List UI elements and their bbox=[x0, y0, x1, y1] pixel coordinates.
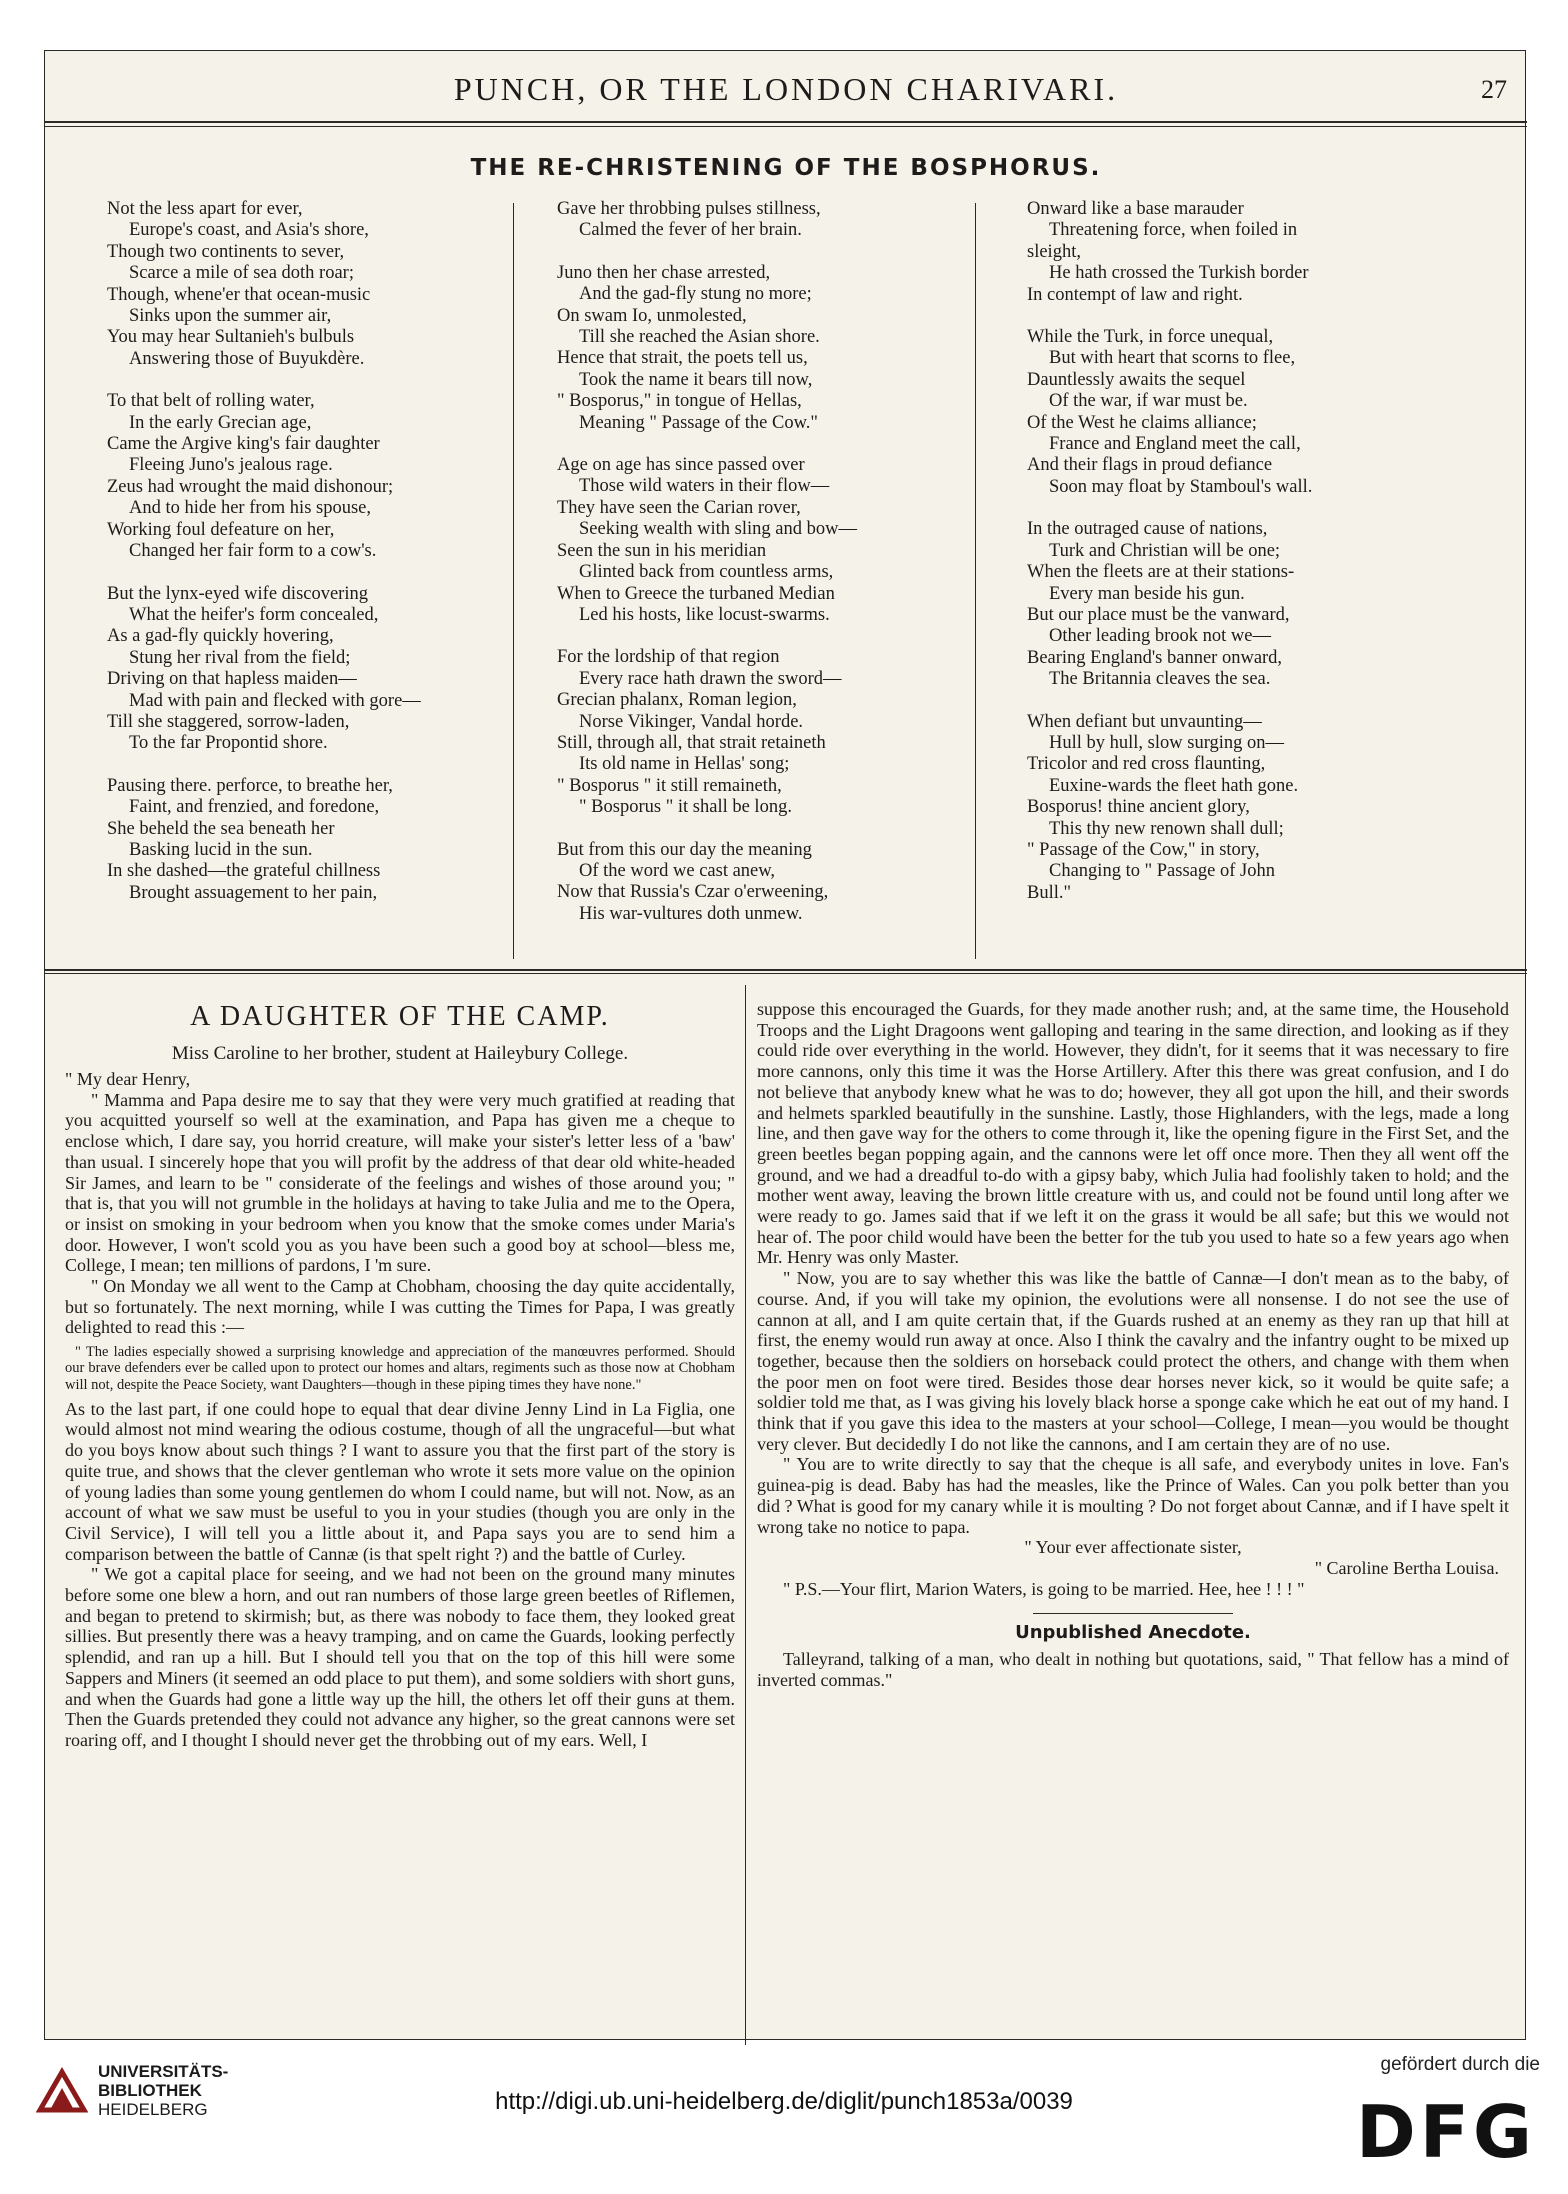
poem-line: Stung her rival from the field; bbox=[129, 647, 351, 668]
poem-line: For the lordship of that region bbox=[557, 647, 780, 668]
postscript: " P.S.—Your flirt, Marion Waters, is going to be married. Hee, hee ! ! ! " bbox=[783, 1578, 1305, 1599]
poem-line: You may hear Sultanieh's bulbuls bbox=[107, 327, 355, 348]
poem-line: " Bosporus " it still remaineth, bbox=[557, 775, 782, 796]
article-byline: Miss Caroline to her brother, student at Haileybury College. bbox=[171, 1043, 629, 1064]
poem-line: Norse Vikinger, Vandal horde. bbox=[579, 711, 804, 732]
poem-stanza bbox=[107, 776, 547, 904]
poem-line: In the early Grecian age, bbox=[129, 412, 312, 433]
library-name-line: BIBLIOTHEK bbox=[98, 2081, 202, 2100]
poem-line: Its old name in Hellas' song; bbox=[579, 754, 790, 775]
poem-line: Faint, and frenzied, and foredone, bbox=[129, 797, 380, 818]
poem-line: And the gad-fly stung no more; bbox=[579, 284, 812, 305]
poem-line: What the heifer's form concealed, bbox=[129, 604, 379, 625]
article-title: A DAUGHTER OF THE CAMP. bbox=[190, 1001, 610, 1032]
poem-stanza bbox=[107, 391, 547, 562]
library-name-line: HEIDELBERG bbox=[98, 2100, 208, 2119]
poem-line: And to hide her from his spouse, bbox=[129, 498, 372, 519]
poem-line: And their flags in proud defiance bbox=[1027, 455, 1273, 476]
poem-line: But with heart that scorns to flee, bbox=[1049, 348, 1296, 369]
poem-stanza bbox=[557, 199, 997, 242]
poem-line: Turk and Christian will be one; bbox=[1049, 540, 1281, 561]
poem-line: As a gad-fly quickly hovering, bbox=[107, 626, 334, 647]
poem-column-2 bbox=[557, 199, 997, 946]
poem-stanza bbox=[1027, 199, 1467, 306]
masthead: PUNCH, OR THE LONDON CHARIVARI. bbox=[453, 71, 1119, 107]
poem-line: Bosporus! thine ancient glory, bbox=[1027, 797, 1250, 818]
poem-line: But from this our day the meaning bbox=[557, 839, 812, 860]
poem-line: Came the Argive king's fair daughter bbox=[107, 434, 380, 455]
poem-line: Of the war, if war must be. bbox=[1049, 391, 1248, 412]
poem-line: Bull." bbox=[1027, 882, 1072, 903]
poem-line: Though, whene'er that ocean-music bbox=[107, 284, 371, 305]
poem-line: Tricolor and red cross flaunting, bbox=[1027, 754, 1266, 775]
poem-line: Hull by hull, slow surging on— bbox=[1049, 732, 1285, 753]
poem-line: When the fleets are at their stations- bbox=[1027, 562, 1295, 583]
poem-stanza bbox=[557, 840, 997, 926]
poem-line: His war-vultures doth unmew. bbox=[579, 903, 803, 924]
poem-line: To that belt of rolling water, bbox=[107, 391, 315, 412]
poem-line: Those wild waters in their flow— bbox=[579, 476, 830, 497]
poem-line: Every man beside his gun. bbox=[1049, 583, 1245, 604]
article-column-divider bbox=[745, 985, 746, 2045]
poem-line: But our place must be the vanward, bbox=[1027, 604, 1290, 625]
poem-stanza bbox=[1027, 519, 1467, 690]
poem-line: But the lynx-eyed wife discovering bbox=[107, 583, 368, 604]
paragraph: " Mamma and Papa desire me to say that they were very much gratified at reading that you acquitted yourself so well at the examination, and Papa has given me a cheque to enclose which, I dare say, you horrid creature, will make your sister's letter less of a 'baw' than usual. I sincerely hope that you will profit by the address of that dear old white-headed Sir James, and learn to be " considerate of the feelings and wishes of those around you; " that is, that you will not grumble in the holidays at having to take Julia and me to the Opera, or insist on smoking in your bedroom when you know that the smoke comes under Maria's door. However, I won't scold you as you have been such a good boy at school—bless me, College, I mean; ten millions of pardons, I 'm sure. bbox=[65, 1089, 735, 1276]
poem-line: Zeus had wrought the maid dishonour; bbox=[107, 476, 394, 497]
poem-line: Till she staggered, sorrow-laden, bbox=[107, 711, 350, 732]
poem-stanza bbox=[557, 263, 997, 434]
poem-line: In she dashed—the grateful chillness bbox=[107, 861, 381, 882]
poem-line: On swam Io, unmolested, bbox=[557, 305, 747, 326]
paragraph: " On Monday we all went to the Camp at Chobham, choosing the day quite accidentally, but so fortunately. The next morning, while I was cutting the Times for Papa, I was greatly delighted to read this :— bbox=[65, 1276, 735, 1338]
permalink[interactable]: http://digi.ub.uni-heidelberg.de/diglit/punch1853a/0039 bbox=[495, 2088, 1073, 2115]
poem-line: " Bosporus," in tongue of Hellas, bbox=[557, 391, 802, 412]
poem-line: In contempt of law and right. bbox=[1027, 284, 1243, 305]
poem-line: sleight, bbox=[1027, 241, 1081, 262]
poem-line: Onward like a base marauder bbox=[1027, 199, 1244, 219]
poem-line: Gave her throbbing pulses stillness, bbox=[557, 199, 821, 219]
poem-line: Soon may float by Stamboul's wall. bbox=[1049, 476, 1313, 497]
poem-line: Answering those of Buyukdère. bbox=[129, 348, 365, 369]
poem-line: Till she reached the Asian shore. bbox=[579, 327, 820, 348]
poem-line: Led his hosts, like locust-swarms. bbox=[579, 604, 830, 625]
signature: " Caroline Bertha Louisa. bbox=[1314, 1557, 1499, 1578]
poem-line: Every race hath drawn the sword— bbox=[579, 668, 842, 689]
paragraph: " Now, you are to say whether this was like the battle of Cannæ—I don't mean as to the baby, of course. And, if you will take my opinion, the evolutions were all nonsense. I do not see the use of cannon at all, and I am quite certain that, if the Guards rushed at an enemy as they ran up that hill at first, the enemy would run away at once. Also I think the cavalry and the infantry ought to be mixed up together, because then the soldiers on horseback could protect the others, and change with them when the poor men on foot were tired. Besides those dear horses never kick, so it would be quite safe; a soldier told me that, as I was giving his lovely black horse a sponge cake which he eat out of my hand. I think that if you gave this idea to the masters at your school—College, I mean—you would be thought very clever. But decidedly I do not like the cannons, and I am certain they are of no use. bbox=[757, 1268, 1509, 1454]
anecdote-text: Talleyrand, talking of a man, who dealt in nothing but quotations, said, " That fellow has a mind of inverted commas." bbox=[757, 1649, 1509, 1691]
poem-line: Other leading brook not we— bbox=[1049, 626, 1271, 647]
poem-line: They have seen the Carian rover, bbox=[557, 497, 801, 518]
poem-column-divider bbox=[513, 203, 514, 959]
poem-line: France and England meet the call, bbox=[1049, 434, 1301, 455]
poem-line: Dauntlessly awaits the sequel bbox=[1027, 369, 1246, 390]
poem-line: Though two continents to sever, bbox=[107, 241, 345, 262]
poem-line: Hence that strait, the poets tell us, bbox=[557, 348, 808, 369]
poem-line: Pausing there. perforce, to breathe her, bbox=[107, 775, 393, 796]
poem-line: Took the name it bears till now, bbox=[579, 369, 813, 390]
poem-line: Calmed the fever of her brain. bbox=[579, 220, 802, 241]
poem-title: THE RE-CHRISTENING OF THE BOSPHORUS. bbox=[470, 155, 1102, 181]
poem-column-3 bbox=[1027, 199, 1467, 925]
poem-line: Of the word we cast anew, bbox=[579, 860, 776, 881]
poem-stanza bbox=[557, 455, 997, 626]
poem-line: Working foul defeature on her, bbox=[107, 519, 335, 540]
poem-stanza bbox=[107, 584, 547, 755]
header-rule-thin bbox=[45, 126, 1527, 127]
salutation: " My dear Henry, bbox=[65, 1069, 191, 1089]
poem-column-1 bbox=[107, 199, 547, 925]
poem-line: Glinted back from countless arms, bbox=[579, 562, 834, 583]
sponsor-text: gefördert durch die bbox=[1380, 2054, 1540, 2075]
closing: " Your ever affectionate sister, bbox=[1024, 1537, 1242, 1558]
paragraph: " We got a capital place for seeing, and we had not been on the ground many minutes before some one blew a horn, and out ran numbers of those large green beetles of Riflemen, and began to pretend to skirmish; but, as there was nobody to face them, they looked great sillies. But presently there was a heavy tramping, and on came the Guards, looking perfectly splendid, and ran up a hill. But I should tell you that on the top of this hill were some Sappers and Miners (it seemed an odd place to put them), and some soldiers with short guns, and when the Guards had gone a little way up the hill, the others let off their guns at them. Then the Guards pretended they could not advance any higher, so the great cannons were set roaring off, and I thought I should never get the throbbing out of my ears. Well, I bbox=[65, 1564, 735, 1750]
poem-line: Changing to " Passage of John bbox=[1049, 861, 1275, 882]
poem-line: Still, through all, that strait retaineth bbox=[557, 732, 826, 753]
paragraph: " You are to write directly to say that the cheque is all safe, and everybody unites in love. Fan's guinea-pig is dead. Baby has had the measles, like the Prince of Wales. Can you polk better than you did ? What is good for my canary while it is moulting ? Do not forget about Cannæ, and if I have spelt it wrong take no notice to papa. bbox=[757, 1454, 1509, 1537]
poem-line: Age on age has since passed over bbox=[557, 455, 805, 476]
poem-line: Brought assuagement to her pain, bbox=[129, 882, 378, 903]
poem-line: Euxine-wards the fleet hath gone. bbox=[1049, 775, 1299, 796]
poem-line: In the outraged cause of nations, bbox=[1027, 519, 1268, 540]
library-name-line: UNIVERSITÄTS- bbox=[98, 2062, 229, 2081]
poem-line: Basking lucid in the sun. bbox=[129, 839, 313, 860]
section-rule bbox=[45, 969, 1527, 971]
poem-line: Fleeing Juno's jealous rage. bbox=[129, 455, 333, 476]
poem-line: " Bosporus " it shall be long. bbox=[579, 797, 792, 818]
poem-line: Seeking wealth with sling and bow— bbox=[579, 519, 857, 540]
poem-line: Juno then her chase arrested, bbox=[557, 262, 771, 283]
poem-line: When defiant but unvaunting— bbox=[1027, 711, 1262, 732]
paragraph: suppose this encouraged the Guards, for they made another rush; and, at the same time, the Household Troops and the Light Dragoons went galloping and tearing in the same direction, and looking as if they could ride over everything in the world. However, they didn't, for it seems that it was necessary to fire more cannons, only this time it was the Horse Artillery. After this there was great confusion, and I do not believe that anybody knew what he was to do; however, they all got upon the hill, and their swords and helmets sparkled beautifully in the sunshine. Lastly, those Highlanders, with the legs, made a long line, and then gave way for the others to come through it, like the opening figure in the First Set, and the green beetles began popping again, and the cannons were let off once more. Then they all went off the ground, and we had a dreadful to-do with a gipsy baby, which Julia had foolishly taken to hold; and the mother went away, leaving the brown little creature with us, and could not be found until long after we were ready to go. James said that if we left it on the grass it would be all safe; but this we would not hear of. The poor child would have been the better for the tub you used to hate so a few years ago when Mr. Henry was only Master. bbox=[757, 999, 1509, 1268]
section-rule-thin bbox=[45, 973, 1527, 974]
poem-line: Driving on that hapless maiden— bbox=[107, 669, 357, 690]
poem-line: To the far Propontid shore. bbox=[129, 733, 328, 754]
poem-line: " Passage of the Cow," in story, bbox=[1027, 839, 1260, 860]
poem-line: Of the West he claims alliance; bbox=[1027, 412, 1257, 433]
poem-line: Now that Russia's Czar o'erweening, bbox=[557, 882, 829, 903]
paragraph: As to the last part, if one could hope to equal that dear divine Jenny Lind in La Figlia, one would almost not mind wearing the odious costume, though of all the ungraceful—but what do you boys know about such things ? I want to assure you that the first part of the story is quite true, and shows that the clever gentleman who wrote it sets more value on the opinion of young ladies than some young gentlemen do whom I could name, but will not. Now, as an account of what we saw must be useful to you in your studies (though you are only in the Civil Service), I will tell you a little about it, and Papa says you are to send him a comparison between the battle of Cannæ (is that spelt right ?) and the battle of Curley. bbox=[65, 1398, 735, 1564]
poem-line: Sinks upon the summer air, bbox=[129, 306, 332, 327]
poem-line: This thy new renown shall dull; bbox=[1049, 818, 1284, 839]
poem-line: The Britannia cleaves the sea. bbox=[1049, 669, 1271, 690]
header-rule bbox=[45, 121, 1527, 123]
poem-stanza bbox=[1027, 327, 1467, 498]
newspaper-page bbox=[44, 50, 1526, 2040]
poem-stanza bbox=[107, 199, 547, 370]
digitization-footer bbox=[0, 2046, 1568, 2194]
poem-line: Meaning " Passage of the Cow." bbox=[579, 412, 818, 433]
poem-line: Bearing England's banner onward, bbox=[1027, 647, 1283, 668]
poem-line: She beheld the sea beneath her bbox=[107, 818, 335, 839]
poem-line: He hath crossed the Turkish border bbox=[1049, 263, 1309, 284]
poem-stanza bbox=[557, 647, 997, 818]
poem-line: Threatening force, when foiled in bbox=[1049, 220, 1298, 241]
anecdote-title: Unpublished Anecdote. bbox=[1015, 1622, 1251, 1644]
poem-line: Europe's coast, and Asia's shore, bbox=[129, 220, 369, 241]
poem-stanza bbox=[1027, 712, 1467, 905]
poem-line: Changed her fair form to a cow's. bbox=[129, 541, 377, 562]
poem-line: Mad with pain and flecked with gore— bbox=[129, 690, 421, 711]
poem-line: When to Greece the turbaned Median bbox=[557, 583, 835, 604]
article-right-column bbox=[757, 999, 1509, 1691]
short-rule bbox=[1033, 1613, 1233, 1614]
poem-line: Grecian phalanx, Roman legion, bbox=[557, 690, 797, 711]
poem-line: Scarce a mile of sea doth roar; bbox=[129, 263, 354, 284]
page-number: 27 bbox=[1481, 75, 1507, 104]
poem-column-divider bbox=[975, 203, 976, 959]
poem-line: Seen the sun in his meridian bbox=[557, 540, 767, 561]
article-left-column bbox=[65, 1001, 735, 1751]
poem-line: While the Turk, in force unequal, bbox=[1027, 327, 1274, 348]
poem-line: Not the less apart for ever, bbox=[107, 199, 303, 219]
dfg-logo: DFG bbox=[1355, 2090, 1536, 2174]
quoted-footnote: " The ladies especially showed a surprising knowledge and appreciation of the manœuvres performed. Should our brave defenders ever be called upon to protect our homes and altars, regiments such as those now at Chobham will not, despite the Peace Society, want Daughters—though in these piping times they have none." bbox=[65, 1344, 735, 1393]
